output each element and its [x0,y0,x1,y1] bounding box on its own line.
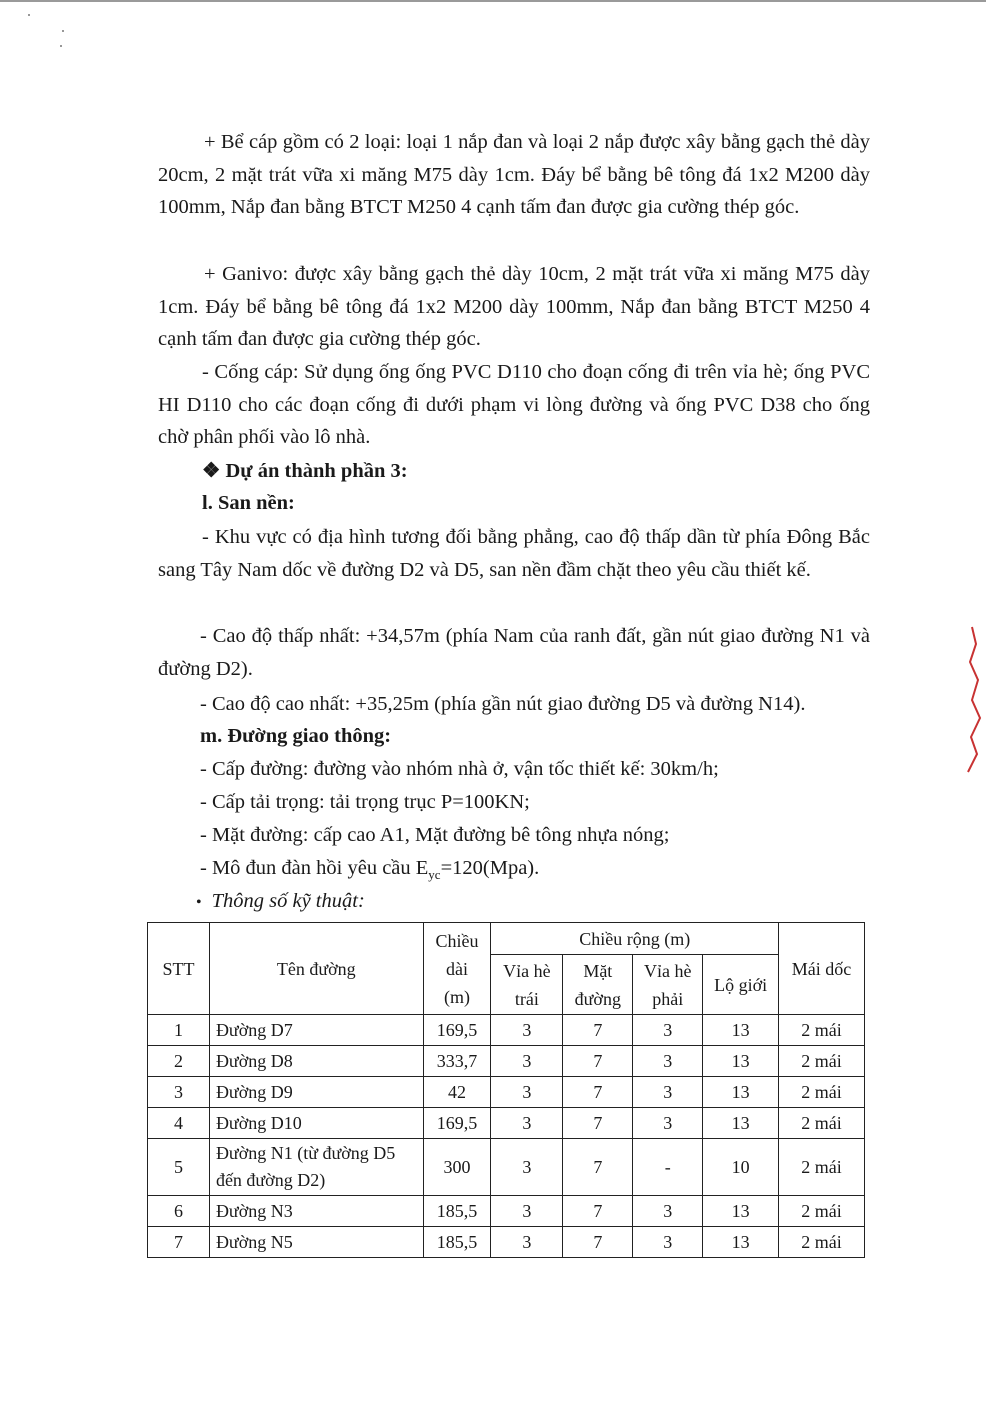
cell-left-sidewalk: 3 [491,1077,563,1108]
spec-subheading: • Thông số kỹ thuật: [196,890,365,912]
cell-length: 185,5 [423,1196,491,1227]
header-length: Chiều dài (m) [423,923,491,1015]
cell-slope: 2 mái [779,1046,865,1077]
cell-row-width: 13 [703,1227,779,1258]
cell-left-sidewalk: 3 [491,1196,563,1227]
heading-site-grading: l. San nền: [202,492,295,514]
header-right-sidewalk: Vỉa hè phải [633,955,703,1015]
scan-speck [28,14,30,16]
cell-road-name: Đường D7 [209,1015,423,1046]
cell-right-sidewalk: 3 [633,1227,703,1258]
cell-carriageway: 7 [563,1108,633,1139]
heading-roads: m. Đường giao thông: [200,725,392,747]
page-top-edge [0,0,986,2]
header-left-sidewalk: Vỉa hè trái [491,955,563,1015]
cell-road-name: Đường N3 [209,1196,423,1227]
cell-road-name: Đường N5 [209,1227,423,1258]
cell-slope: 2 mái [779,1015,865,1046]
scan-speck [62,30,64,32]
cell-row-width: 13 [703,1196,779,1227]
cell-left-sidewalk: 3 [491,1108,563,1139]
cell-row-width: 13 [703,1077,779,1108]
table-row [148,1196,865,1227]
paragraph-cable-box: + Bể cáp gồm có 2 loại: loại 1 nắp đan và loại 2 nắp được xây bằng gạch thẻ dày 20cm, 2 mặt trát vữa xi măng M75 dày 1cm. Đáy bể bằng bê tông đá 1x2 M200 dày 100mm, Nắp đan bằng BTCT M250 4 cạnh tấm đan được gia cường thép góc. [158,131,870,218]
cell-slope: 2 mái [779,1108,865,1139]
heading-component-project-3: ❖ Dự án thành phần 3: [202,460,408,482]
paragraph-cable-duct: - Cống cáp: Sử dụng ống ống PVC D110 cho đoạn cống đi trên vỉa hè; ống PVC HI D110 cho các đoạn cống đi dưới phạm vi lòng đường và ống PVC D38 cho ống chờ phân phối vào lô nhà. [158,361,870,448]
scan-speck [60,45,62,47]
header-slope: Mái dốc [779,923,865,1015]
cell-slope: 2 mái [779,1196,865,1227]
cell-road-name: Đường D8 [209,1046,423,1077]
cell-carriageway: 7 [563,1046,633,1077]
table-header-row [148,923,865,955]
cell-carriageway: 7 [563,1077,633,1108]
cell-stt: 2 [148,1046,210,1077]
cell-length: 42 [423,1077,491,1108]
cell-road-name: Đường D9 [209,1077,423,1108]
cell-row-width: 13 [703,1046,779,1077]
bullet-elastic-modulus: - Mô đun đàn hồi yêu cầu $E_{yc}=120(Mpa)$. [200,857,540,883]
cell-stt: 5 [148,1139,210,1196]
paragraph-lowest-elevation: - Cao độ thấp nhất: +34,57m (phía Nam của ranh đất, gần nút giao đường N1 và đường D2). [158,625,870,680]
cell-stt: 4 [148,1108,210,1139]
cell-row-width: 13 [703,1015,779,1046]
header-carriageway: Mặt đường [563,955,633,1015]
header-width-group: Chiều rộng (m) [491,923,779,955]
cell-slope: 2 mái [779,1139,865,1196]
cell-left-sidewalk: 3 [491,1227,563,1258]
table-row [148,1227,865,1258]
cell-length: 169,5 [423,1015,491,1046]
paragraph-terrain: - Khu vực có địa hình tương đối bằng phẳng, cao độ thấp dần từ phía Đông Bắc sang Tây Nam dốc về đường D2 và D5, san nền đầm chặt theo yêu cầu thiết kế. [158,526,870,581]
cell-left-sidewalk: 3 [491,1015,563,1046]
cell-stt: 7 [148,1227,210,1258]
cell-carriageway: 7 [563,1015,633,1046]
cell-stt: 1 [148,1015,210,1046]
cell-right-sidewalk: - [633,1139,703,1196]
cell-slope: 2 mái [779,1227,865,1258]
cell-carriageway: 7 [563,1139,633,1196]
cell-right-sidewalk: 3 [633,1077,703,1108]
header-row-width: Lộ giới [703,955,779,1015]
table-row [148,1139,865,1196]
bullet-road-surface: - Mặt đường: cấp cao A1, Mặt đường bê tông nhựa nóng; [200,824,670,846]
cell-length: 300 [423,1139,491,1196]
cell-carriageway: 7 [563,1227,633,1258]
cell-left-sidewalk: 3 [491,1139,563,1196]
table-row [148,1108,865,1139]
cell-length: 333,7 [423,1046,491,1077]
cell-length: 185,5 [423,1227,491,1258]
cell-right-sidewalk: 3 [633,1108,703,1139]
cell-road-name: Đường N1 (từ đường D5 đến đường D2) [209,1139,423,1196]
cell-road-name: Đường D10 [209,1108,423,1139]
cell-stt: 3 [148,1077,210,1108]
cell-stt: 6 [148,1196,210,1227]
cell-right-sidewalk: 3 [633,1015,703,1046]
cell-row-width: 13 [703,1108,779,1139]
cell-slope: 2 mái [779,1077,865,1108]
cell-left-sidewalk: 3 [491,1046,563,1077]
table-row [148,1015,865,1046]
paragraph-highest-elevation: - Cao độ cao nhất: +35,25m (phía gần nút giao đường D5 và đường N14). [200,693,806,715]
road-spec-table [147,922,865,1258]
paragraph-ganivo: + Ganivo: được xây bằng gạch thẻ dày 10cm, 2 mặt trát vữa xi măng M75 dày 1cm. Đáy bể bằng bê tông đá 1x2 M200 dày 100mm, Nắp đan bằng BTCT M250 4 cạnh tấm đan được gia cường thép góc. [158,263,870,350]
cell-right-sidewalk: 3 [633,1196,703,1227]
bullet-load-grade: - Cấp tải trọng: tải trọng trục P=100KN; [200,791,530,813]
red-margin-mark [958,622,984,782]
header-stt: STT [148,923,210,1015]
table-row [148,1046,865,1077]
table-row [148,1077,865,1108]
cell-row-width: 10 [703,1139,779,1196]
cell-right-sidewalk: 3 [633,1046,703,1077]
cell-length: 169,5 [423,1108,491,1139]
bullet-road-grade: - Cấp đường: đường vào nhóm nhà ở, vận tốc thiết kế: 30km/h; [200,758,719,780]
cell-carriageway: 7 [563,1196,633,1227]
header-road-name: Tên đường [209,923,423,1015]
